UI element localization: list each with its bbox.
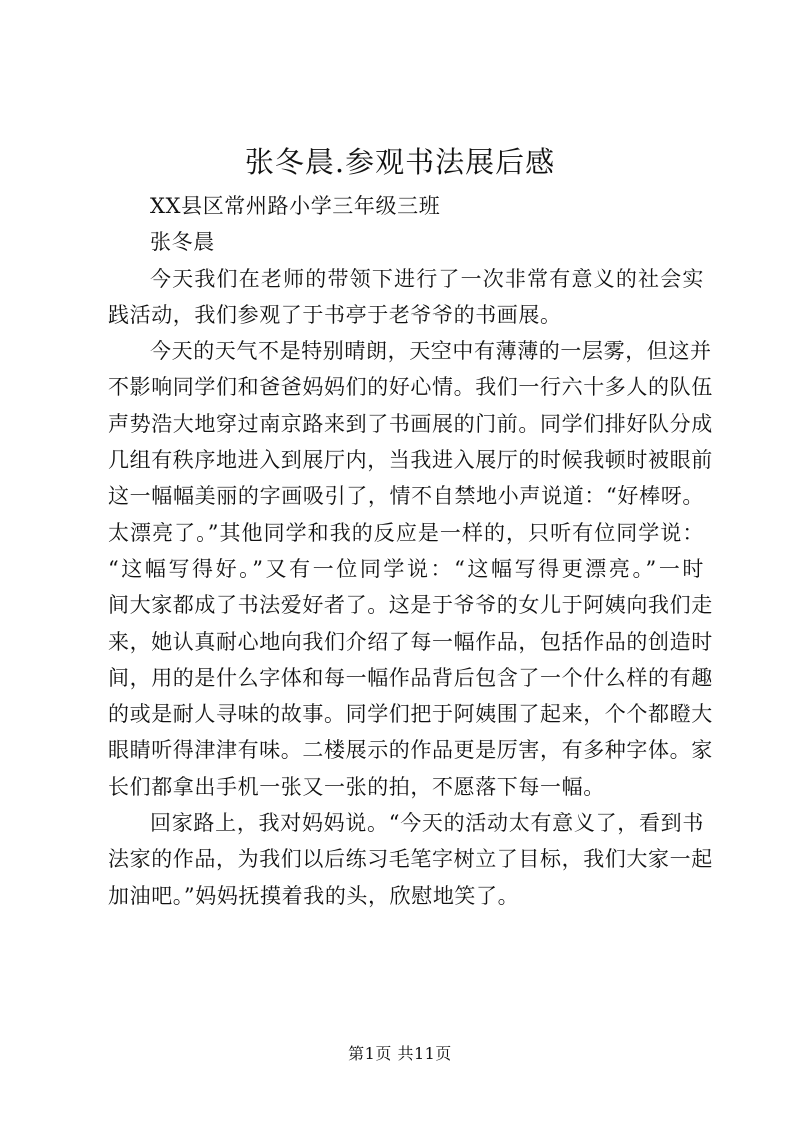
- paragraph-2-line-8: 间大家都成了书法爱好者了。这是于爷爷的女儿于阿姨向我们走: [108, 593, 713, 618]
- document-title: 张冬晨.参观书法展后感: [244, 145, 556, 179]
- paragraph-2-line-6: 太漂亮了。”其他同学和我的反应是一样的，只听有位同学说：: [108, 520, 704, 545]
- author-line: 张冬晨: [150, 230, 215, 255]
- paragraph-2-line-11: 的或是耐人寻味的故事。同学们把于阿姨围了起来，个个都瞪大: [108, 702, 713, 727]
- paragraph-1-line-1: 今天我们在老师的带领下进行了一次非常有意义的社会实: [150, 266, 704, 291]
- document-body: [108, 188, 713, 914]
- paragraph-2-line-7: “这幅写得好。”又有一位同学说：“这幅写得更漂亮。”一时: [108, 556, 704, 581]
- paragraph-2-line-3: 声势浩大地穿过南京路来到了书画展的门前。同学们排好队分成: [108, 411, 713, 436]
- paragraph-2-line-4: 几组有秩序地进入到展厅内，当我进入展厅的时候我顿时被眼前: [108, 448, 713, 473]
- paragraph-2-line-13: 长们都拿出手机一张又一张的拍，不愿落下每一幅。: [108, 774, 605, 799]
- paragraph-2-line-12: 眼睛听得津津有味。二楼展示的作品更是厉害，有多种字体。家: [108, 738, 713, 763]
- paragraph-3-line-1: 回家路上，我对妈妈说。“今天的活动太有意义了，看到书: [150, 811, 704, 836]
- paragraph-2-line-5: 这一幅幅美丽的字画吸引了，情不自禁地小声说道：“好棒呀。: [108, 484, 704, 509]
- paragraph-2-line-2: 不影响同学们和爸爸妈妈们的好心情。我们一行六十多人的队伍: [108, 375, 713, 400]
- paragraph-1-line-2: 践活动，我们参观了于书亭于老爷爷的书画展。: [108, 302, 562, 327]
- paragraph-2-line-9: 来，她认真耐心地向我们介绍了每一幅作品，包括作品的创造时: [108, 629, 713, 654]
- school-line: XX县区常州路小学三年级三班: [150, 194, 441, 218]
- paragraph-2-line-10: 间，用的是什么字体和每一幅作品背后包含了一个什么样的有趣: [108, 665, 713, 690]
- paragraph-3-line-2: 法家的作品，为我们以后练习毛笔字树立了目标，我们大家一起: [108, 847, 713, 872]
- paragraph-2-line-1: 今天的天气不是特别晴朗，天空中有薄薄的一层雾，但这并: [150, 339, 712, 364]
- paragraph-3-line-3: 加油吧。”妈妈抚摸着我的头，欣慰地笑了。: [108, 883, 520, 908]
- page-footer: 第1页 共11页: [348, 1044, 452, 1063]
